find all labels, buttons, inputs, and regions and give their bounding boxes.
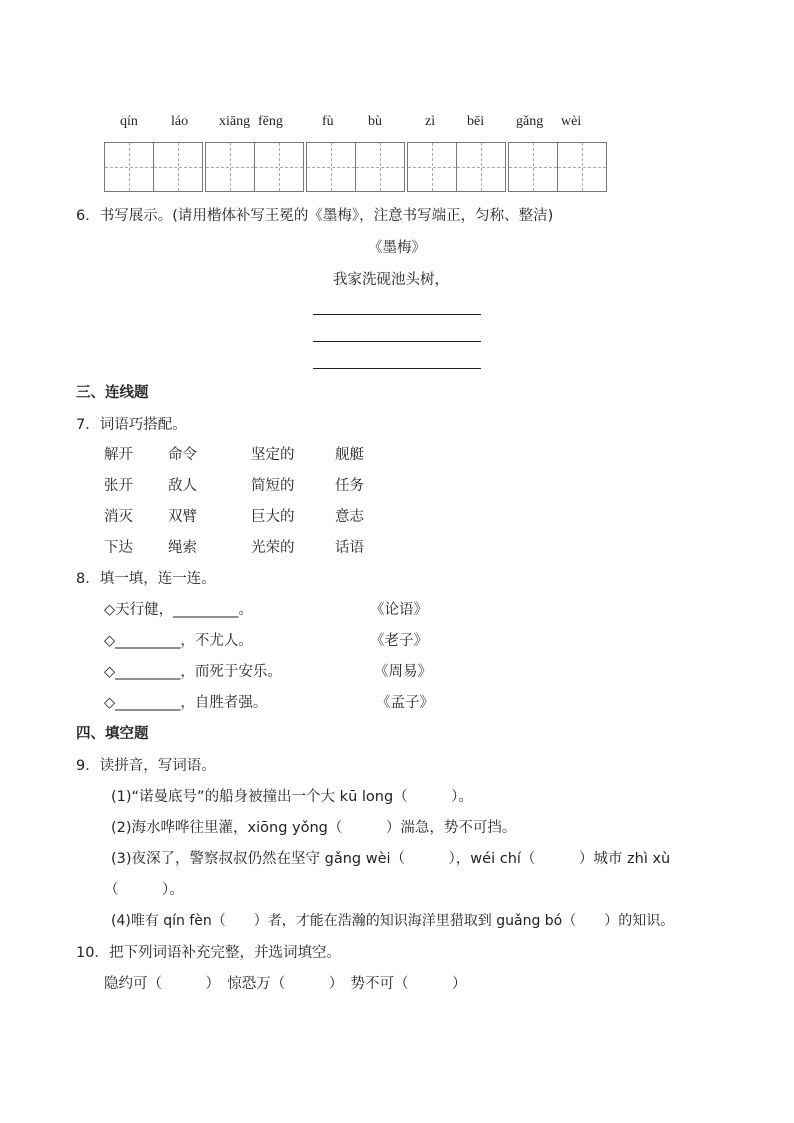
q10-words[interactable]: 隐约可（ ） 惊恐万（ ） 势不可（ ） xyxy=(104,976,467,992)
match-word: 坚定的 xyxy=(251,447,295,463)
match-word: 光荣的 xyxy=(251,540,295,556)
section-4-heading: 四、填空题 xyxy=(76,726,149,742)
q9-item-3-cont[interactable]: （ ）。 xyxy=(104,882,184,898)
q9-item-1[interactable]: (1)“诺曼底号”的船身被撞出一个大 kū long（ ）。 xyxy=(111,789,473,805)
match-word: 命令 xyxy=(168,447,197,463)
pinyin-2: láo xyxy=(171,114,189,129)
book-title: 《周易》 xyxy=(374,664,432,680)
pinyin-10: wèi xyxy=(561,114,582,129)
match-word: 敌人 xyxy=(168,478,197,494)
match-word: 下达 xyxy=(104,540,133,556)
match-word: 巨大的 xyxy=(251,509,295,525)
book-title: 《老子》 xyxy=(370,633,428,649)
match-word: 张开 xyxy=(104,478,133,494)
q10-stem: 10．把下列词语补充完整，并选词填空。 xyxy=(76,945,341,961)
match-word: 任务 xyxy=(335,478,364,494)
match-word: 话语 xyxy=(335,540,364,556)
q9-item-3[interactable]: (3)夜深了，警察叔叔仍然在坚守 gǎng wèi（ ），wéi chí（ ）城市 zhì xù xyxy=(111,851,671,867)
match-word: 双臂 xyxy=(168,509,197,525)
writing-grid-2[interactable] xyxy=(205,142,304,192)
fill-quote[interactable]: ◇_________，不尤人。 xyxy=(104,633,253,649)
fill-quote[interactable]: ◇_________，自胜者强。 xyxy=(104,695,268,711)
answer-line-1[interactable] xyxy=(313,314,481,315)
match-word: 简短的 xyxy=(251,478,295,494)
q9-item-4[interactable]: (4)唯有 qín fèn（ ）者，才能在浩瀚的知识海洋里猎取到 guǎng bó（ ）的知识。 xyxy=(111,913,675,929)
q7-stem: 7．词语巧搭配。 xyxy=(76,417,187,433)
answer-line-3[interactable] xyxy=(313,368,481,369)
book-title: 《论语》 xyxy=(370,602,428,618)
answer-line-2[interactable] xyxy=(313,341,481,342)
pinyin-8: bēi xyxy=(467,114,485,129)
match-word: 意志 xyxy=(335,509,364,525)
pinyin-4: fēng xyxy=(258,114,283,129)
pinyin-6: bù xyxy=(368,114,382,129)
poem-title: 《墨梅》 xyxy=(368,240,426,256)
q6-stem: 6．书写展示。(请用楷体补写王冕的《墨梅》，注意书写端正，匀称、整洁) xyxy=(76,208,554,224)
section-3-heading: 三、连线题 xyxy=(76,385,149,401)
q8-stem: 8．填一填，连一连。 xyxy=(76,571,216,587)
writing-grid-3[interactable] xyxy=(306,142,405,192)
pinyin-5: fù xyxy=(322,114,334,129)
pinyin-7: zì xyxy=(425,114,436,129)
pinyin-1: qín xyxy=(120,114,138,129)
fill-quote[interactable]: ◇_________，而死于安乐。 xyxy=(104,664,282,680)
writing-grid-5[interactable] xyxy=(508,142,607,192)
book-title: 《孟子》 xyxy=(376,695,434,711)
q9-stem: 9．读拼音，写词语。 xyxy=(76,758,216,774)
writing-grid-1[interactable] xyxy=(104,142,203,192)
pinyin-9: gǎng xyxy=(516,114,544,129)
match-word: 解开 xyxy=(104,447,133,463)
poem-line-1: 我家洗砚池头树， xyxy=(333,272,449,288)
match-word: 舰艇 xyxy=(335,447,364,463)
match-word: 绳索 xyxy=(168,540,197,556)
writing-grid-4[interactable] xyxy=(407,142,506,192)
match-word: 消灭 xyxy=(104,509,133,525)
q9-item-2[interactable]: (2)海水哗哗往里灌，xiōng yǒng（ ）湍急，势不可挡。 xyxy=(111,820,517,836)
fill-quote[interactable]: ◇天行健，_________。 xyxy=(104,602,253,618)
pinyin-3: xiāng xyxy=(219,114,251,129)
